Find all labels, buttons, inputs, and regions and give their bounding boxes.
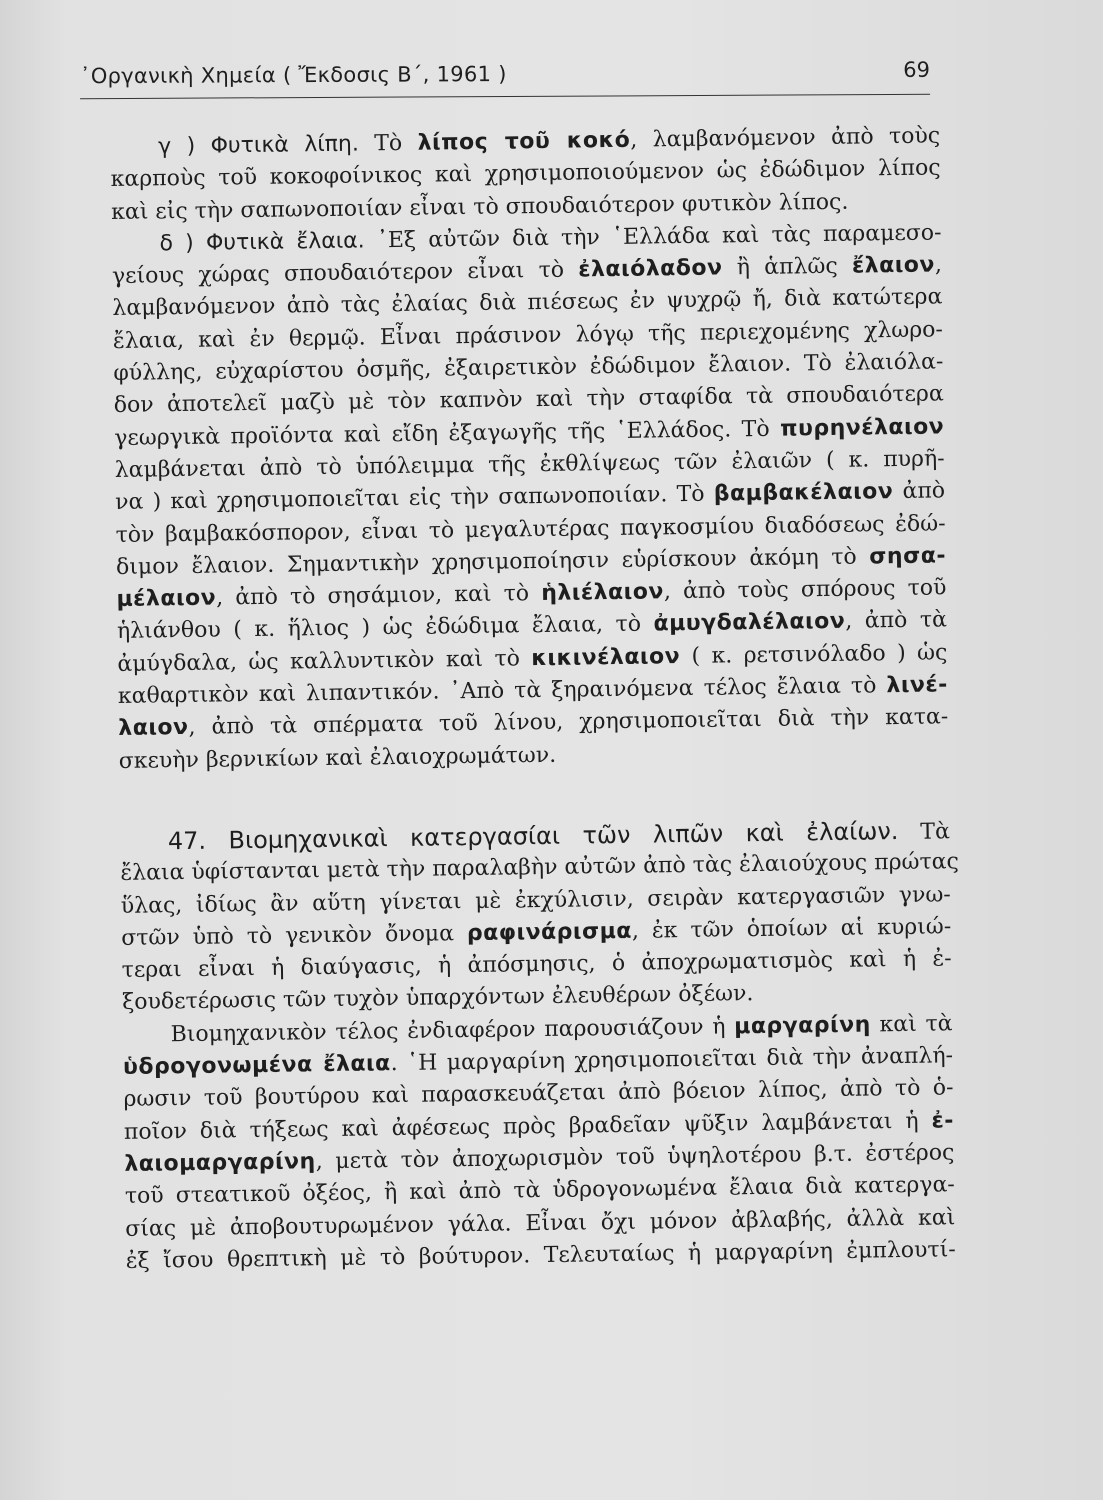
text-run: φύλλης, εὐχαρίστου ὀσμῆς, ἐξαιρετικὸν ἐδώδιμον ἔλαιον. Τὸ ἐλαιόλα- — [113, 349, 944, 387]
bold-term: μαργαρίνη — [733, 1012, 871, 1040]
text-run: , — [934, 252, 943, 278]
text-run: λαμβανόμενον ἀπὸ τὰς ἐλαίας διὰ πιέσεως ἐν ψυχρῷ ἤ, διὰ κατώτερα — [112, 284, 943, 322]
bold-term: ἡλιέλαιον — [541, 579, 665, 607]
text-run: ρωσιν τοῦ βουτύρου καὶ παρασκευάζεται ἀπὸ βόειον λίπος, ἀπὸ τὸ ὁ- — [123, 1075, 954, 1113]
text-run: διμον ἔλαιον. Σημαντικὴν χρησιμοποίησιν εὑρίσκουν ἀκόμη τὸ — [115, 544, 870, 580]
text-run: , ἐκ τῶν ὁποίων αἱ κυριώ- — [631, 914, 952, 944]
text-run: , ἀπὸ τὸ σησάμιον, καὶ τὸ — [216, 581, 542, 611]
text-run: ξουδετέρωσις τῶν τυχὸν ὑπαρχόντων ἐλευθέρων ὀξέων. — [121, 981, 754, 1016]
page-number: 69 — [903, 57, 931, 82]
text-run: σκευὴν βερνικίων καὶ ἐλαιοχρωμάτων. — [118, 742, 557, 774]
text-run: τὸν βαμβακόσπορον, εἶναι τὸ μεγαλυτέρας παγκοσμίου διαδόσεως ἐδώ- — [115, 510, 946, 548]
text-run: στῶν ὑπὸ τὸ γενικὸν ὄνομα — [121, 920, 468, 951]
text-run: καὶ εἰς τὴν σαπωνοποιίαν εἶναι τὸ σπουδαιότερον φυτικὸν λίπος. — [110, 189, 849, 225]
bold-term: ἐλαιόλαδον — [578, 255, 723, 283]
text-run: ἔλαια, καὶ ἐν θερμῷ. Εἶναι πράσινον λόγῳ τῆς περιεχομένης χλωρο- — [112, 317, 944, 354]
text-run: ἀπὸ — [893, 478, 946, 505]
text-run: δ ) Φυτικὰ ἔλαια. — [159, 228, 378, 257]
text-run: Βιομηχανικὸν τέλος ἐνδιαφέρον παρουσιάζουν ἡ — [170, 1014, 735, 1047]
bold-term: βαμβακέλαιον — [713, 479, 894, 507]
text-run: , ἀπὸ τὰ σπέρματα τοῦ λίνου, χρησιμοποιεῖται διὰ τὴν κατα- — [188, 704, 949, 741]
bold-term: πυρηνέλαιον — [779, 414, 945, 442]
running-header — [79, 57, 931, 99]
bold-term: ἐ- — [931, 1107, 955, 1134]
text-run: , λαμβανόμενον ἀπὸ τοὺς — [630, 123, 941, 153]
text-run: , μετὰ τὸν ἀποχωρισμὸν τοῦ ὑψηλοτέρου β.τ. ἐστέρος — [315, 1140, 955, 1175]
text-run: τοῦ στεατικοῦ ὀξέος, ἢ καὶ ἀπὸ τὰ ὑδρογονωμένα ἔλαια διὰ κατεργα- — [124, 1172, 955, 1210]
body-text — [110, 120, 960, 1278]
bold-term: ἔλαιον — [851, 252, 936, 279]
text-run: ἔλαια ὑφίστανται μετὰ τὴν παραλαβὴν αὐτῶν ἀπὸ τὰς ἐλαιούχους πρώτας — [120, 849, 960, 887]
text-run: , ἀπὸ τοὺς σπόρους τοῦ — [663, 575, 947, 605]
bold-term: μέλαιον — [116, 585, 217, 613]
text-run: . ῾Η μαργαρίνη χρησιμοποιεῖται διὰ τὴν ἀναπλή- — [390, 1043, 954, 1077]
bold-term: κικινέλαιον — [531, 643, 681, 671]
bold-term: ραφινάρισμα — [466, 918, 633, 946]
text-run: ἐξ ἴσου θρεπτικὴ μὲ τὸ βούτυρον. Τελευταίως ἡ μαργαρίνη ἐμπλουτί- — [125, 1237, 956, 1274]
text-run: ποῖον διὰ τήξεως καὶ ἀφέσεως πρὸς βραδεῖαν ψῦξιν λαμβάνεται ἡ — [123, 1108, 932, 1145]
text-run: σίας μὲ ἀποβουτυρωμένον γάλα. Εἶναι ὄχι μόνον ἀβλαβής, ἀλλὰ καὶ — [125, 1204, 956, 1242]
text-run: τεραι εἶναι ἡ διαύγασις, ἡ ἀπόσμησις, ὁ ἀποχρωματισμὸς καὶ ἡ ἐ- — [121, 946, 952, 984]
text-run: , ἀπὸ τὰ — [845, 607, 948, 635]
text-run: καθαρτικὸν καὶ λιπαντικόν. ᾽Απὸ τὰ ξηραινόμενα τέλος ἔλαια τὸ — [117, 673, 887, 709]
text-run: ( κ. ρετσινόλαδο ) ὡς — [679, 640, 948, 669]
text-run: ᾽Εξ αὐτῶν διὰ τὴν ῾Ελλάδα καὶ τὰς παραμεσο- — [376, 220, 942, 254]
text-run: Τὰ — [898, 819, 951, 845]
bold-term: ἀμυγδαλέλαιον — [653, 609, 846, 637]
bold-term: λίπος τοῦ κοκό — [417, 127, 631, 156]
text-run: Τὸ — [374, 130, 418, 157]
text-run: καὶ τὰ — [870, 1011, 953, 1038]
running-title: ᾽Οργανικὴ Χημεία ( Ἔκδοσις Β΄, 1961 ) — [79, 61, 507, 89]
bold-term: λαιον — [118, 715, 189, 742]
bold-term: σησα- — [869, 543, 947, 570]
text-run: γεωργικὰ προϊόντα καὶ εἴδη ἐξαγωγῆς τῆς ῾Ελλάδος. Τὸ — [114, 416, 781, 451]
text-run: να ) καὶ χρησιμοποιεῖται εἰς τὴν σαπωνοποιίαν. Τὸ — [115, 481, 714, 516]
text-run: γ ) Φυτικὰ λίπη. — [158, 131, 375, 160]
bold-term: λινέ- — [886, 672, 948, 699]
text-run: ἡλιάνθου ( κ. ἥλιος ) ὡς ἐδώδιμα ἔλαια, τὸ — [116, 611, 654, 645]
section-heading: 47. Βιομηχανικαὶ κατεργασίαι τῶν λιπῶν καὶ ἐλαίων. — [167, 816, 899, 856]
text-run: ἢ ἁπλῶς — [722, 253, 853, 281]
text-run: λαμβάνεται ἀπὸ τὸ ὑπόλειμμα τῆς ἐκθλίψεως τῶν ἐλαιῶν ( κ. πυρῆ- — [114, 446, 945, 483]
bold-term: ὑδρογονωμένα ἔλαια — [122, 1051, 391, 1080]
text-run: γείους χώρας σπουδαιότερον εἶναι τὸ — [111, 257, 579, 290]
text-run: ἀμύγδαλα, ὡς καλλυντικὸν καὶ τὸ — [117, 645, 532, 677]
text-run: ὕλας, ἰδίως ἂν αὕτη γίνεται μὲ ἐκχύλισιν, σειρὰν κατεργασιῶν γνω- — [120, 881, 951, 919]
text-run: καρποὺς τοῦ κοκοφοίνικος καὶ χρησιμοποιούμενον ὡς ἐδώδιμον λίπος — [110, 155, 941, 193]
text-run: δον ἀποτελεῖ μαζὺ μὲ τὸν καπνὸν καὶ τὴν σταφίδα τὰ σπουδαιότερα — [113, 381, 944, 419]
bold-term: λαιομαργαρίνη — [124, 1149, 316, 1177]
